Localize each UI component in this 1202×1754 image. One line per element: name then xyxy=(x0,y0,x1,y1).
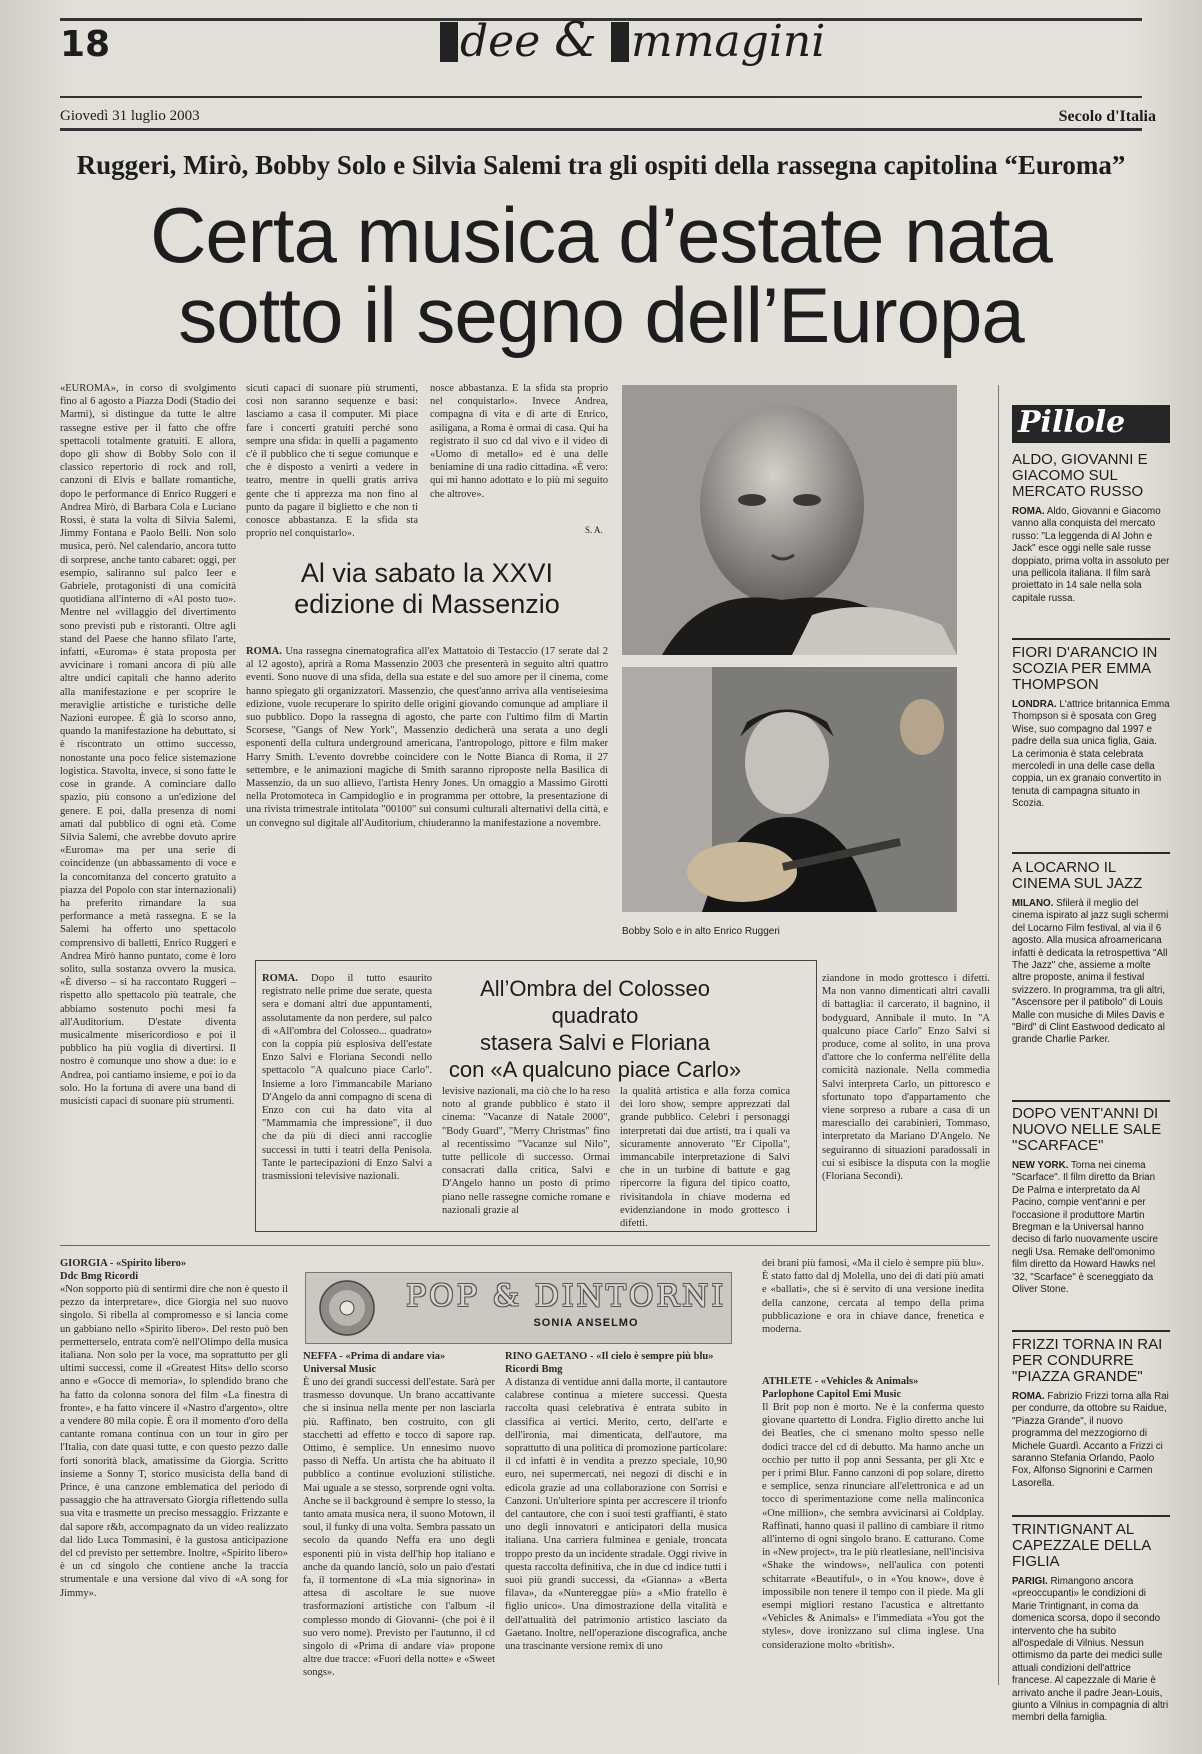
pillola-text: L'attrice britannica Emma Thompson si è sposata con Greg Wise, suo compagno dal 1997 e padre della sua unica figlia, Gaia. La cerimonia è stata celebrata mercoledì in una delle case della coppia, un ex granaio convertito in tenuta di campagna situato in Scozia. xyxy=(1012,699,1170,810)
section-divider xyxy=(60,1245,990,1246)
pillola-divider xyxy=(1012,1330,1170,1332)
review-athlete xyxy=(762,1375,984,1725)
pillola-title: DOPO VENT'ANNI DI NUOVO NELLE SALE "SCARFACE" xyxy=(1012,1105,1162,1154)
colosseo-column-3: la qualità artistica e alla forza comica dei loro show, sempre apprezzati dal grande pubblico. Celebri i personaggi interpretati dai due artisti, tra i quali va sicuramente annoverato "Er Cipolla", immancabile interpretazione di Salvi che in un turbine di battute e gag ripercorre la figura del tipico coatto, rivisitandola in chiave moderna ed evidenziandone in modo grottesco i difetti. xyxy=(620,1086,790,1230)
photo-caption: Bobby Solo e in alto Enrico Ruggeri xyxy=(622,926,780,937)
massenzio-title-line: Al via sabato la XXVI xyxy=(300,558,554,588)
article-column-3: nosce abbastanza. E la sfida sta proprio nel conquistarlo». Invece Andrea, compagna di vita e di arte di Enrico, asiligana, a Roma è ormai di casa. Qui ha registrato il suo cd dal vivo e il video di «Uomo di metallo» ed è una delle beniamine di una radio cittadina. «È vero: qui mi hanno adottato e lo più mi seguito che altrove». xyxy=(430,383,608,500)
pillola-item xyxy=(1012,452,1170,616)
pillola-dateline: LONDRA. xyxy=(1012,699,1057,710)
pillola-divider xyxy=(1012,852,1170,854)
review-label: Ddc Bmg Ricordi xyxy=(60,1271,139,1282)
pop-dintorni-title: POP & DINTORNI xyxy=(406,1279,727,1314)
review-giorgia xyxy=(60,1257,288,1727)
pillola-item xyxy=(1012,1337,1170,1511)
review-title: RINO GAETANO - «Il cielo è sempre più blu» xyxy=(505,1351,714,1362)
colosseo-text: Dopo il tutto esaurito registrato nelle prime due serate, questa sera e domani altri due appuntamenti, assolutamente da non perdere, sul palco di «All'ombra del Colosseo... quadrato» con la coppia più esplosiva dell'estate Enzo Salvi e Floriana Secondi nello spettacolo "A qualcuno piace Carlo". Insieme a loro l'immancabile Mariano D'Angelo da anni compagno di scena di Enzo con cui ha dato vita al "Mammamia che impressione", il duo che da più di dieci anni raccoglie successi in tutti i teatri della Penisola. Tante le partecipazioni di Enzo Salvi a trasmissioni televisive nazionali. xyxy=(262,973,432,1183)
headline-line: Certa musica d’estate nata xyxy=(150,191,1052,279)
article-headline xyxy=(60,191,1142,359)
pop-dintorni-author: SONIA ANSELMO xyxy=(533,1317,639,1329)
pillola-text: Aldo, Giovanni e Giacomo vanno alla conquista del mercato russo: "La leggenda di Al John e Jack" esce oggi nelle sale russe doppiato, prima volta in assoluto per una pellicola italiana. Il film sarà proiettato in 14 sale nella sola capitale russa. xyxy=(1012,506,1170,604)
pillola-dateline: ROMA. xyxy=(1012,506,1045,517)
pillola-dateline: ROMA. xyxy=(1012,1391,1045,1402)
issue-date: Giovedì 31 luglio 2003 xyxy=(60,108,200,124)
logo-block xyxy=(611,22,629,62)
review-title: GIORGIA - «Spirito libero» xyxy=(60,1258,187,1269)
pillola-item xyxy=(1012,1106,1170,1325)
pillola-body xyxy=(1012,699,1170,824)
colosseo-column-2: levisive nazionali, ma ciò che lo ha reso noto al grande pubblico è stato il cinema: "Vacanze di Natale 2000", "Body Guard", "Merry Christmas" fino al recentissimo "Vacanze sul Nilo", tutte pellicole di successo. Ormai consacrati dalla critica, Salvi e D'Angelo hanno un posto di primo piano nelle rassegne comiche romane e nazionali grazie al xyxy=(442,1086,610,1216)
pillola-body xyxy=(1012,506,1170,616)
article-column-2: sicuti capaci di suonare più strumenti, così non saranno sequenze e basi: lasciamo a casa il computer. Mi piace fare i concerti gratuiti perché sono sempre una sfida: in quelli a pagamento c'è il pubblico che ti segue comunque e che è disposto a venirti a vedere in teatro, mentre in quelli gratis arriva gente che ti apprezza ma non fino al punto da pagare il biglietto e che non ti conosce abbastanza. E la sfida sta proprio nel conquistarlo». xyxy=(246,383,418,540)
pillola-item xyxy=(1012,860,1170,1123)
cd-icon xyxy=(318,1279,376,1337)
pillola-title: A LOCARNO IL CINEMA SUL JAZZ xyxy=(1012,859,1143,892)
review-title: ATHLETE - «Vehicles & Animals» xyxy=(762,1376,919,1387)
pillola-body xyxy=(1012,1391,1170,1511)
logo-word2: mmagini xyxy=(630,16,826,67)
review-label: Ricordi Bmg xyxy=(505,1364,563,1375)
review-rino-gaetano xyxy=(505,1350,727,1730)
pillola-divider xyxy=(1012,1515,1170,1517)
pillola-divider xyxy=(1012,1100,1170,1102)
review-body: È uno dei grandi successi dell'estate. Sarà per trasmesso dovunque. Un brano accattivante che si insinua nella mente per non lasciarla più. Raffinato, ben costruito, con gli stacchetti ad effetto e tocco di sapore rap. Ottimo, è semplice. Un ennesimo nuovo passo di Neffa. Un artista che ha abituato il pubblico a continue evoluzioni stilistiche. Mai uguale a se stesso, sorprende ogni volta. Anche se il background è sempre lo stesso, la tanto amata musica nera, il suono Motown, il soul, il funky di una volta. Sembra passato un secolo da quando Neffa era uno degli esponenti più in vista dell'hip hop italiano e anche da quando lanciò, solo un paio d'estati fa, il tormentone di «La mia signorina» in attesa di ascoltare le sue nuove trasformazioni artistiche con l'album -il complesso mondo di Giovanni- (che poi è il suo vero nome). Previsto per l'autunno, il cd singolo di «Prima di andare via» propone altre due tracce: «Fuori della notte» e «Sweet songs». xyxy=(303,1377,495,1679)
review-neffa xyxy=(303,1350,495,1730)
review-body: A distanza di ventidue anni dalla morte, il cantautore calabrese continua a mietere successi. Questa raccolta quasi celebrativa è entrata subito in classifica ai vertici. Merito, certo, dell'arte e dell'ironia, mai dimenticata, dell'autore, ma soprattutto di una politica di promozione particolare: il cd infatti è in vendita a prezzo speciale, 10,90 euro, nei supermercati, nei negozi di dischi e in edicola grazie ad una collaborazione con Sorrisi e Canzoni. Un'ulteriore spinta per accrescere il trionfo del cantautore, che con i suoi testi graffianti, è stato uno degli innovatori e anticipatori della musica italiana. Una carriera fulminea e geniale, troncata troppo presto da un incidente stradale. Oggi rivive in questa raccolta definitiva, che in due cd indice tutti i suoi più grandi successi, da «Gianna» a «Berta filava», da «Nuntereggae più» a «Mio fratello è figlio unico». Una dimostrazione della vitalità e dell'attualità del patrimonio artistico lasciato da Gaetano. Inoltre, nell'operazione discografica, anche una trascinante versione remix di uno xyxy=(505,1377,727,1653)
guitarist-photo xyxy=(622,667,957,912)
massenzio-title-line: edizione di Massenzio xyxy=(294,589,560,619)
pillola-item xyxy=(1012,645,1170,824)
review-label: Parlophone Capitol Emi Music xyxy=(762,1389,902,1400)
section-logo xyxy=(440,12,825,68)
review-title: NEFFA - «Prima di andare via» xyxy=(303,1351,446,1362)
colosseo-column-1 xyxy=(262,972,432,1224)
pillola-dateline: PARIGI. xyxy=(1012,1576,1048,1587)
newspaper-name: Secolo d'Italia xyxy=(1058,108,1156,125)
pillola-title: ALDO, GIOVANNI E GIACOMO SUL MERCATO RUSSO xyxy=(1012,451,1148,500)
pop-dintorni-banner xyxy=(305,1272,732,1344)
pillola-text: Fabrizio Frizzi torna alla Rai per condurre, da ottobre su Raidue, "Piazza Grande", il nuovo programma del mezzogiorno di Michele Guardì. Accanto a Frizzi ci saranno Stefania Orlando, Paolo Fox, Alfonso Signorini e Carmen Lasorella. xyxy=(1012,1391,1169,1489)
colosseo-column-4: ziandone in modo grottesco i difetti. Ma non vanno dimenticati altri cavalli di battaglia: il carcerato, il bagnino, il bodyguard, Annibale il muto. In "A qualcuno piace Carlo" Enzo Salvi si produce, come al solito, in una prova d'attore che lo conferma nell'élite della comicità nazionale. Nella commedia Salvi interpreta Carlo, un pittoresco e sfortunato topo d'appartamento che viene sorpreso a rubare a casa di un maresciallo dei carabinieri, Tommaso, interpretato da Mariano D'Angelo. Ne seguiranno di situazioni paradossali in cui si esibisce la disputa con la moglie (Floriana Secondi). xyxy=(822,973,990,1183)
pillola-item xyxy=(1012,1522,1170,1726)
pillola-body xyxy=(1012,1576,1170,1726)
review-label: Universal Music xyxy=(303,1364,377,1375)
colosseo-headline-line: con «A qualcuno piace Carlo» xyxy=(448,1057,742,1082)
pillole-header: Pillole xyxy=(1012,405,1170,443)
colosseo-headline-line: stasera Salvi e Floriana xyxy=(480,1030,710,1055)
photo-enrico-ruggeri xyxy=(622,385,957,655)
pillola-text: Torna nei cinema "Scarface". Il film diretto da Brian De Palma e interpretato da Al Pacino, compie vent'anni e per l'occasione il produttore Martin Bregman e la Universal hanno deciso di farlo nuovamente uscire negli Usa. Remake dell'omonimo film diretto da Howard Hawks nel '32, "Scarface" è sceneggiato da Oliver Stone. xyxy=(1012,1160,1158,1296)
masthead-rule xyxy=(60,96,1142,98)
colosseo-headline-line: All’Ombra del Colosseo quadrato xyxy=(480,976,710,1028)
review-body: Il Brit pop non è morto. Ne è la conferma questo giovane quartetto di Londra. Figlio diretto anche lui dei Beatles, che ci smenano molto spesso nelle dodici tracce del cd di debutto. Ma hanno anche un occhio per tutto il pop anni Sessanta, per gli Xtc e per i primi Blur. Fanno canzoni di pop solare, diretto e semplice, senza rinunciare all'elettronica e ad un tocco di sperimentazione come nella malinconica «One million», che sembra avvicinarsi ai Coldplay. Raffinati, hanno quasi il pallino di cambiare il ritmo all'interno di ogni singolo brano. E catturano. Come in «New project», tra le più rleatlesiane, nell'incisiva «Shake the windows», nell'aulica con potenti schitarrate «Beautiful», o in «You know», dove è impossibile non tenere il tempo con il piede. Ma gli esempi migliori restano l'acustica e altrettanto «Vehicles & Animals» e l'immediata «You got the styles», dove ironizzano sul clima inglese. Una considerazione molto «british». xyxy=(762,1402,984,1651)
article-signature: S. A. xyxy=(585,525,603,535)
review-body: «Non sopporto più di sentirmi dire che non è questo il pezzo da interpretare», dice Giorgia nel suo nuovo singolo. Si ribella al compromesso e si lancia come un gabbiano nello «Spirito libero». Del resto può ben permetterselo, entrata com'è nell'Olimpo della musica italiana. Non solo per la voce, ma soprattutto per gli ultimi successi, come il «Greatest Hits» dello scorso anno e «Gocce di memoria», lo splendido brano che ha fatto da colonna sonora del film «La finestra di fronte», e ha fatto vincere il «Nastro d'argento», oltre a vendere 80 mila copie. È ora il momento d'oro della cantante romana continua con un tour in giro per l'Italia, con date quasi tutte, e con questo pezzo dalle forti sonorità black, amatissime da Giorgia. Scritto insieme a Sonny T, storico musicista della band di Prince, è una canzone emblematica del periodo di passaggio che ha attraversato Giorgia riflettendo sulla sua vita e trasmette un preciso messaggio. Frizzante e dal sapore r&b, accompagnato da un video realizzato dal lido Luca Tommasini, è la gustosa anticipazione del cd previsto per settembre. Inoltre, «Spirito libero» è un cd singolo che contiene anche la traccia strumentale e una versione dal vivo di «A song for Jimmy». xyxy=(60,1284,288,1599)
portrait-photo xyxy=(622,385,957,655)
pillola-dateline: MILANO. xyxy=(1012,898,1054,909)
pillola-title: TRINTIGNANT AL CAPEZZALE DELLA FIGLIA xyxy=(1012,1521,1151,1570)
date-rule xyxy=(60,128,1142,131)
pillola-dateline: NEW YORK. xyxy=(1012,1160,1069,1171)
massenzio-text: Una rassegna cinematografica all'ex Mattatoio di Testaccio (17 serate dal 2 al 12 agosto), aprirà a Roma Massenzio 2003 che presenterà in seguito altri quattro eventi. Sono nuove di una sfida, della sua estate e del suo amore per il cinema, come hanno spiegato gli organizzatori. Massenzio, che quest'anno arriva alla ventiseiesima edizione, vuole recuperare lo spirito delle origini giovando comunque ad ampliare il suo pubblico. Dopo la rassegna di agosto, che parte con l'ultimo film di Martin Scorsese, "Gangs of New York", Massenzio dedicherà una serata a uno degli esponenti della cultura underground americana, l'antropologo, pittore e film maker Harry Smith. L'evento dovrebbe coincidere con le Notte Bianca di Roma, il 27 settembre, e le animazioni magiche di Smith saranno riproposte nella Basilica di Massenzio, da un suo allievo, l'artista Henry Jones. Un omaggio a Massimo Girotti nella Protomoteca in Campidoglio e in programma per ottobre, la presentazione di una rivista trimestrale intitolata "00100" sui consumi culturali alternativi della città, e un convegno sul digitale all'Auditorium, chiuderanno la manifestazione a novembre. xyxy=(246,646,609,829)
logo-word1: dee xyxy=(460,16,541,67)
pillola-title: FRIZZI TORNA IN RAI PER CONDURRE "PIAZZA GRANDE" xyxy=(1012,1336,1163,1385)
massenzio-title xyxy=(246,558,608,620)
pillola-text: Sfilerà il meglio del cinema ispirato al jazz sugli schermi del Locarno Film festival, al via il 6 agosto. Alla musica afroamericana infatti è dedicata la retrospettiva "All The Jazz" che, assieme a molte altre proposte, anima il festival svizzero. In programma, tra gli altri, "Ascensore per il patibolo" di Louis Malle con musiche di Miles Davis e "Bird" di Clint Eastwood dedicato al grande Charlie Parker. xyxy=(1012,898,1169,1046)
review-continuation: dei brani più famosi, «Ma il cielo è sempre più blu». È stato fatto dal dj Molella, uno dei di dati più amati e «ballati», che si è servito di una versione inedita della canzone, cercata al tempo della prima pubblicazione e ora in chiave dance, frenetica e moderna. xyxy=(762,1258,984,1336)
photo-bobby-solo xyxy=(622,667,957,912)
sidebar-divider xyxy=(998,385,999,1685)
pillola-divider xyxy=(1012,638,1170,640)
massenzio-dateline: ROMA. xyxy=(246,646,282,657)
colosseo-headline xyxy=(440,975,750,1083)
colosseo-dateline: ROMA. xyxy=(262,973,298,984)
pillola-title: FIORI D'ARANCIO IN SCOZIA PER EMMA THOMPSON xyxy=(1012,644,1158,693)
article-column-1: «EUROMA», in corso di svolgimento fino al 6 agosto a Piazza Dodi (Stadio dei Marmi), si distingue da tutte le altre rassegne estive per il fatto che offre spettacoli totalmente gratuiti. E allora, dopo gli show di Bobby Solo con il classico repertorio di rock and roll, canzoni di Elvis e ballate romantiche, dopo le performance di Enrico Ruggeri e Andrea Mirò, di Barbara Cola e Luciano Rossi, è stata la volta di Silvia Salemi, Jimmy Fontana e Paolo Belli. Non solo musica, però. Nel calendario, ancora tutto di sorprese, anche tanto cabaret: oggi, per esempio, saliranno sul palco Ieer e Gabriele, protagonisti di una comicità quotidiana all'interno di «Al posto tuo». Mentre nel «villaggio del divertimento sono previsti pub e ristoranti. Oltre agli stand del Paese che hanno sfilato l'arte, infatti, «Euroma» è stata proposta per avvicinare i romani ancora di più alle altre undici capitali che hanno aderito alla manifestazione e per scoprire le meraviglie artistiche e turistiche delle Nazioni europee. È già lo scorso anno, quando la manifestazione ha debuttato, si è riscontrato un ottimo successo, nonostante una poco felice sistemazione logistica. Stavolta, invece, si sono fatte le cose in grande. A cominciare dallo spazio, più consono a un'edizione del genere. E poi, dalla presenza di nomi amati dal pubblico di ogni età. Come Silvia Salemi, che avrebbe dovuto aprire «Euroma» ma per una serie di coincidenze (un abbassamento di voce e la concomitanza del concerto gratuito a piazza del Popolo con star internazionali) ha preferito rimandare la sua performance a metà rassegna. E se la Salemi ha offerto uno spettacolo comprensivo di balletti, Enrico Ruggeri e Andrea Mirò hanno puntato, come è loro solito, sulla sostanza ovvero la musica. «È diverso – si ha raccontato Ruggeri – rispetto allo spettacolo più teatrale, che abbiamo sostenuto pochi mesi fa all'Auditorium. D'estate diventa musicalmente misericordioso e poi il pubblico ha più voglia di divertirsi. Il nostro è comunque uno show a due: io e Andrea, poi cantiamo insieme, e poi io da solo. Ho la fortuna di avere una band di musicisti capaci di suonare più strumenti. xyxy=(60,383,236,1107)
massenzio-body xyxy=(246,645,608,930)
logo-block xyxy=(440,22,458,62)
logo-ampersand: & xyxy=(554,12,597,68)
headline-line: sotto il segno dell’Europa xyxy=(178,271,1024,359)
page-number: 18 xyxy=(60,24,111,65)
article-kicker: Ruggeri, Mirò, Bobby Solo e Silvia Salemi tra gli ospiti della rassegna capitolina “Euroma” xyxy=(76,150,1126,180)
pillola-body xyxy=(1012,898,1170,1123)
pillola-body xyxy=(1012,1160,1170,1325)
pillola-text: Rimangono ancora «preoccupanti» le condizioni di Marie Trintignant, in coma da domenica scorsa, dopo il secondo intervento che ha subito all'ospedale di Vilnius. Nessun ottimismo da parte dei medici sulle attuali condizioni dell'attrice francese. Al capezzale di Marie è arrivato anche il padre Jean-Louis, giunto a Vilnius in compagnia di altri membri della famiglia. xyxy=(1012,1576,1169,1724)
